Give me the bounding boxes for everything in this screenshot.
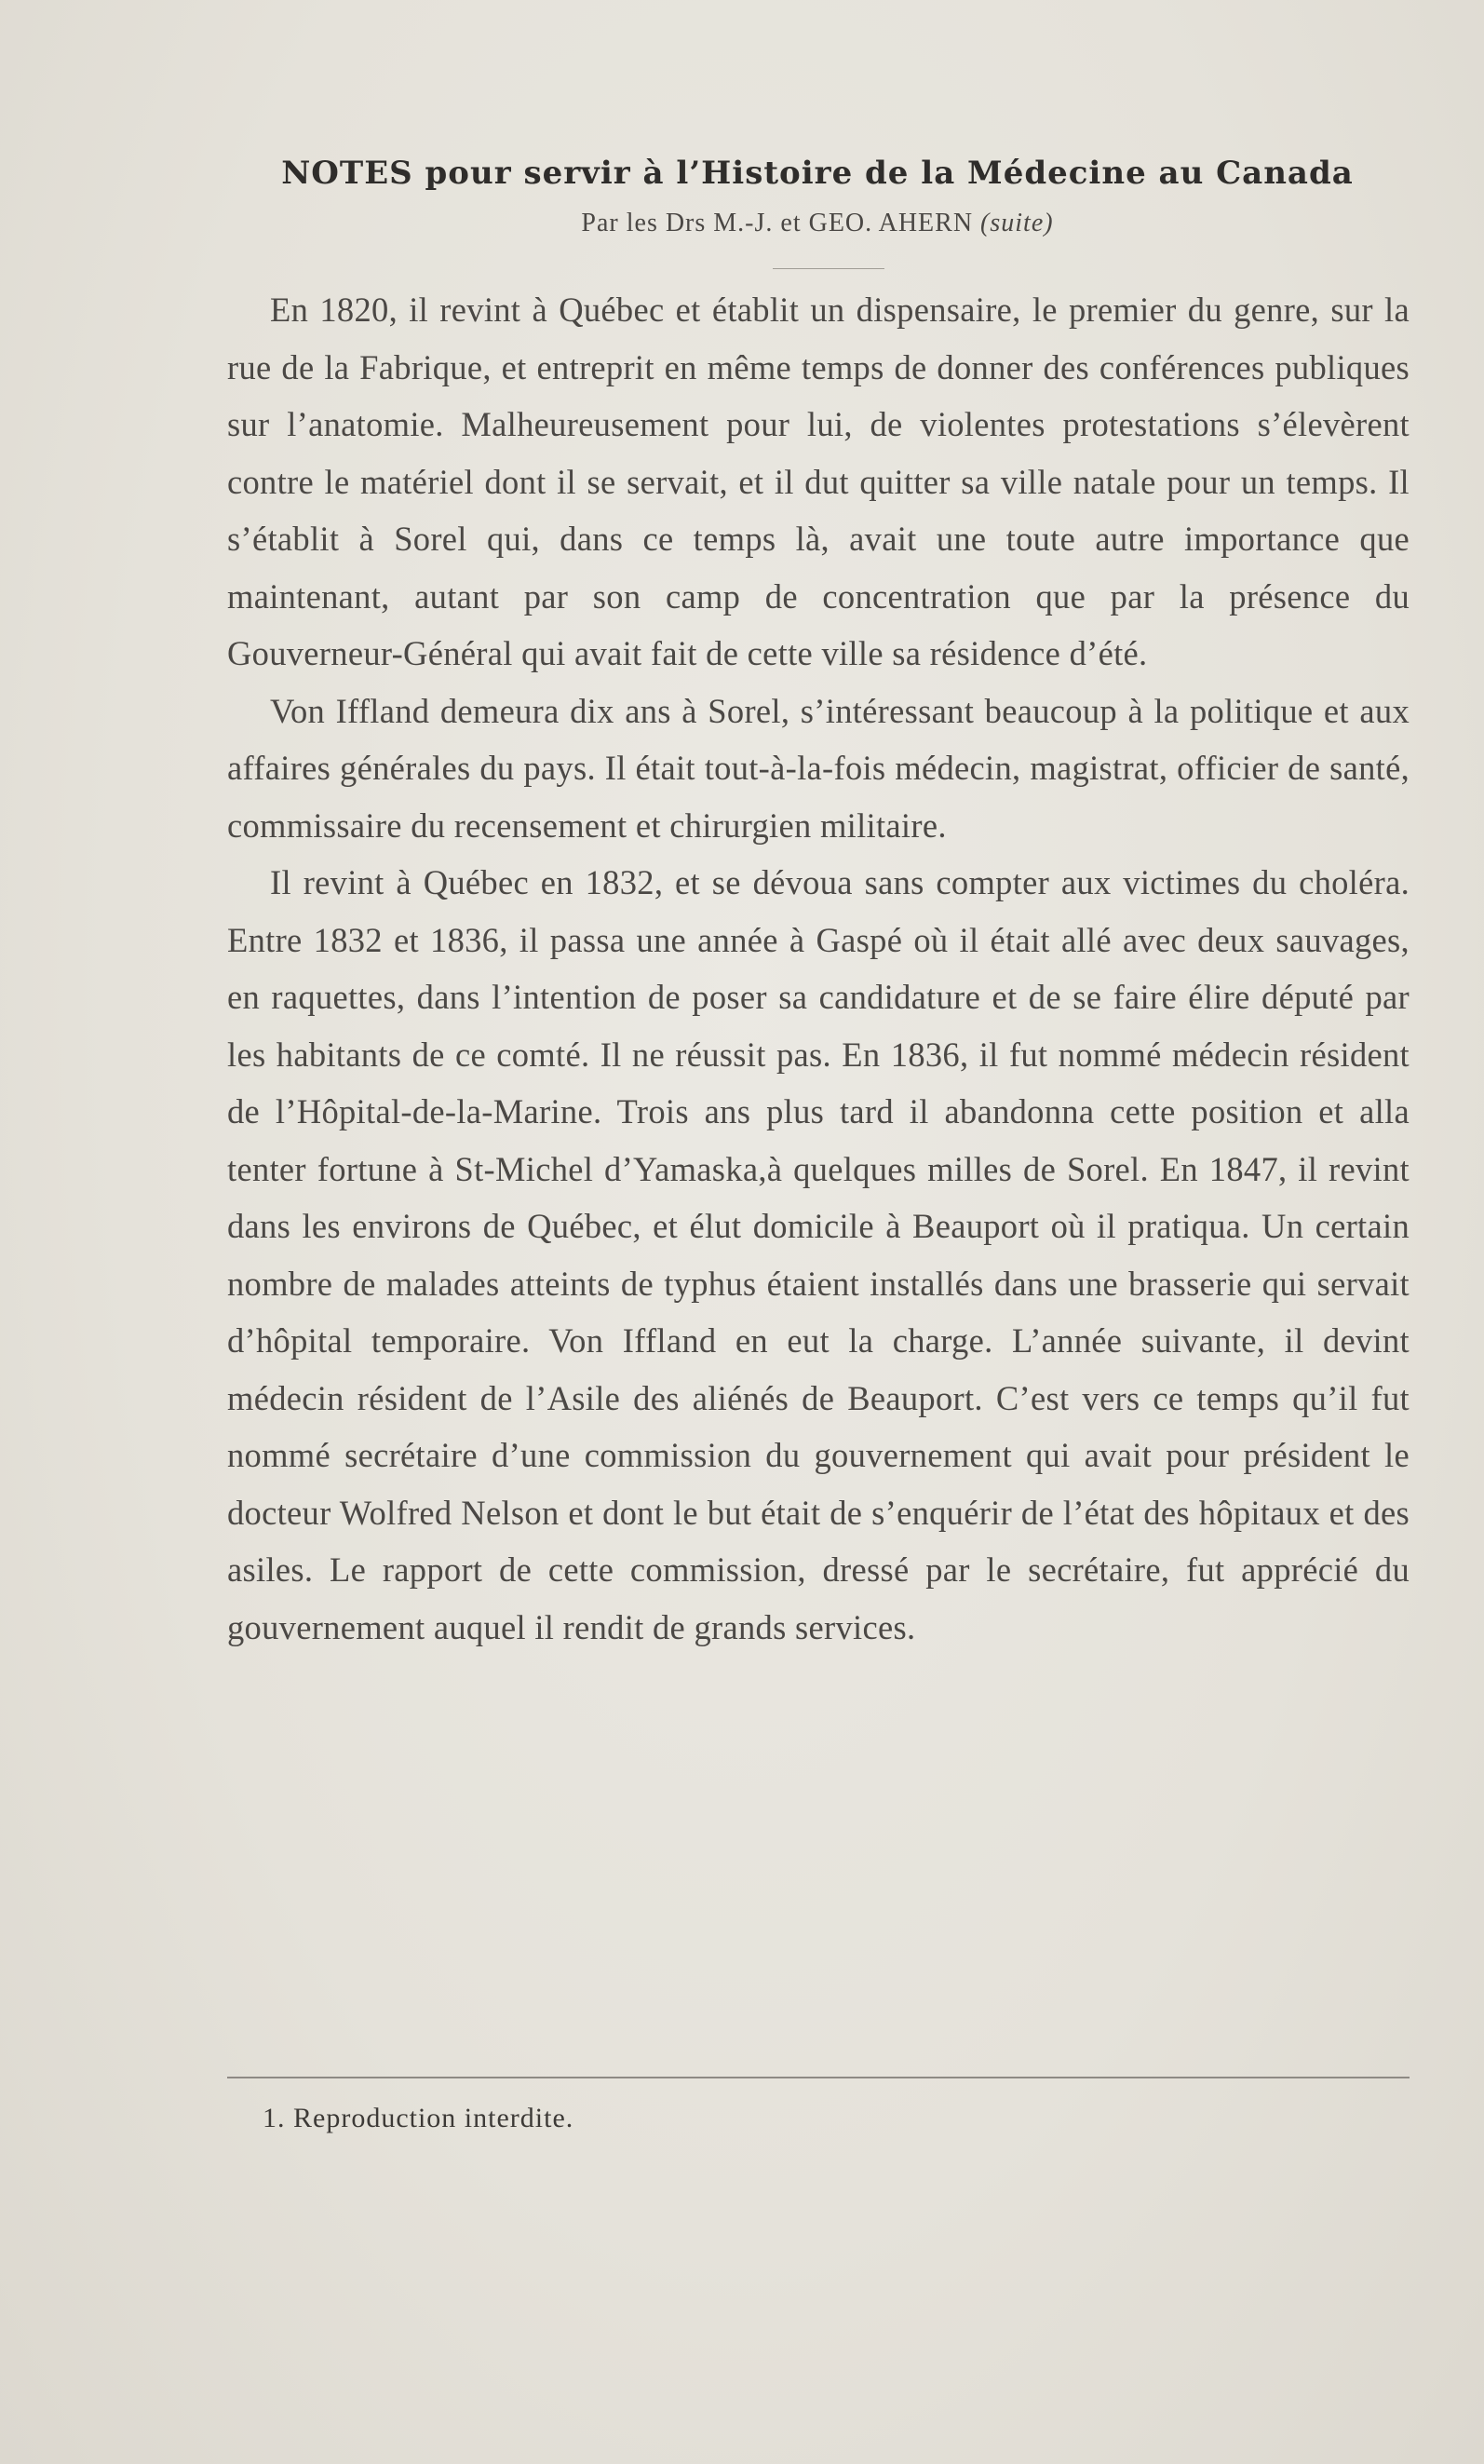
footnote: 1. Reproduction interdite. bbox=[263, 2103, 574, 2133]
byline-suite: (suite) bbox=[980, 209, 1054, 237]
paragraph-3: Il revint à Québec en 1832, et se dévoua sans compter aux victimes du choléra. Entre 1832 et 1836, il passa une année à Gaspé où il était allé avec deux sauvages, en raquettes, dans l’intention de poser sa candidature et de se faire élire député par les habitants de ce comté. Il ne réussit pas. En 1836, il fut nommé médecin résident de l’Hôpital-de-la-Marine. Trois ans plus tard il abandonna cette position et alla tenter fortune à St-Michel d’Yamaska,à quelques milles de Sorel. En 1847, il revint dans les environs de Québec, et élut domicile à Beauport où il pratiqua. Un certain nombre de malades atteints de typhus étaient installés dans une brasserie qui servait d’hôpital temporaire. Von Iffland en eut la charge. L’année suivante, il devint médecin résident de l’Asile des aliénés de Beauport. C’est vers ce temps qu’il fut nommé secrétaire d’une commission du gouvernement qui avait pour président le docteur Wolfred Nelson et dont le but était de s’enquérir de l’état des hôpitaux et des asiles. Le rapport de cette commission, dressé par le secrétaire, fut apprécié du gouvernement auquel il rendit de grands services. bbox=[227, 863, 1410, 1646]
article-body bbox=[227, 281, 1410, 1656]
article-title: NOTES pour servir à l’Histoire de la Médecine au Canada bbox=[281, 155, 1354, 192]
article-byline bbox=[223, 209, 1411, 238]
byline-authors: Par les Drs M.-J. et GEO. AHERN bbox=[581, 209, 974, 237]
footnote-divider bbox=[227, 2077, 1410, 2078]
title-divider bbox=[773, 268, 884, 269]
paragraph-2: Von Iffland demeura dix ans à Sorel, s’intéressant beaucoup à la politique et aux affaires générales du pays. Il était tout-à-la-fois médecin, magistrat, officier de santé, commissaire du recensement et chirurgien militaire. bbox=[227, 691, 1410, 845]
paragraph-1: En 1820, il revint à Québec et établit un dispensaire, le premier du genre, sur la rue de la Fabrique, et entreprit en même temps de donner des conférences publiques sur l’anatomie. Malheureusement pour lui, de violentes protestations s’élevèrent contre le matériel dont il se servait, et il dut quitter sa ville natale pour un temps. Il s’établit à Sorel qui, dans ce temps là, avait une toute autre importance que maintenant, autant par son camp de concentration que par la présence du Gouverneur-Général qui avait fait de cette ville sa résidence d’été. bbox=[227, 291, 1410, 672]
